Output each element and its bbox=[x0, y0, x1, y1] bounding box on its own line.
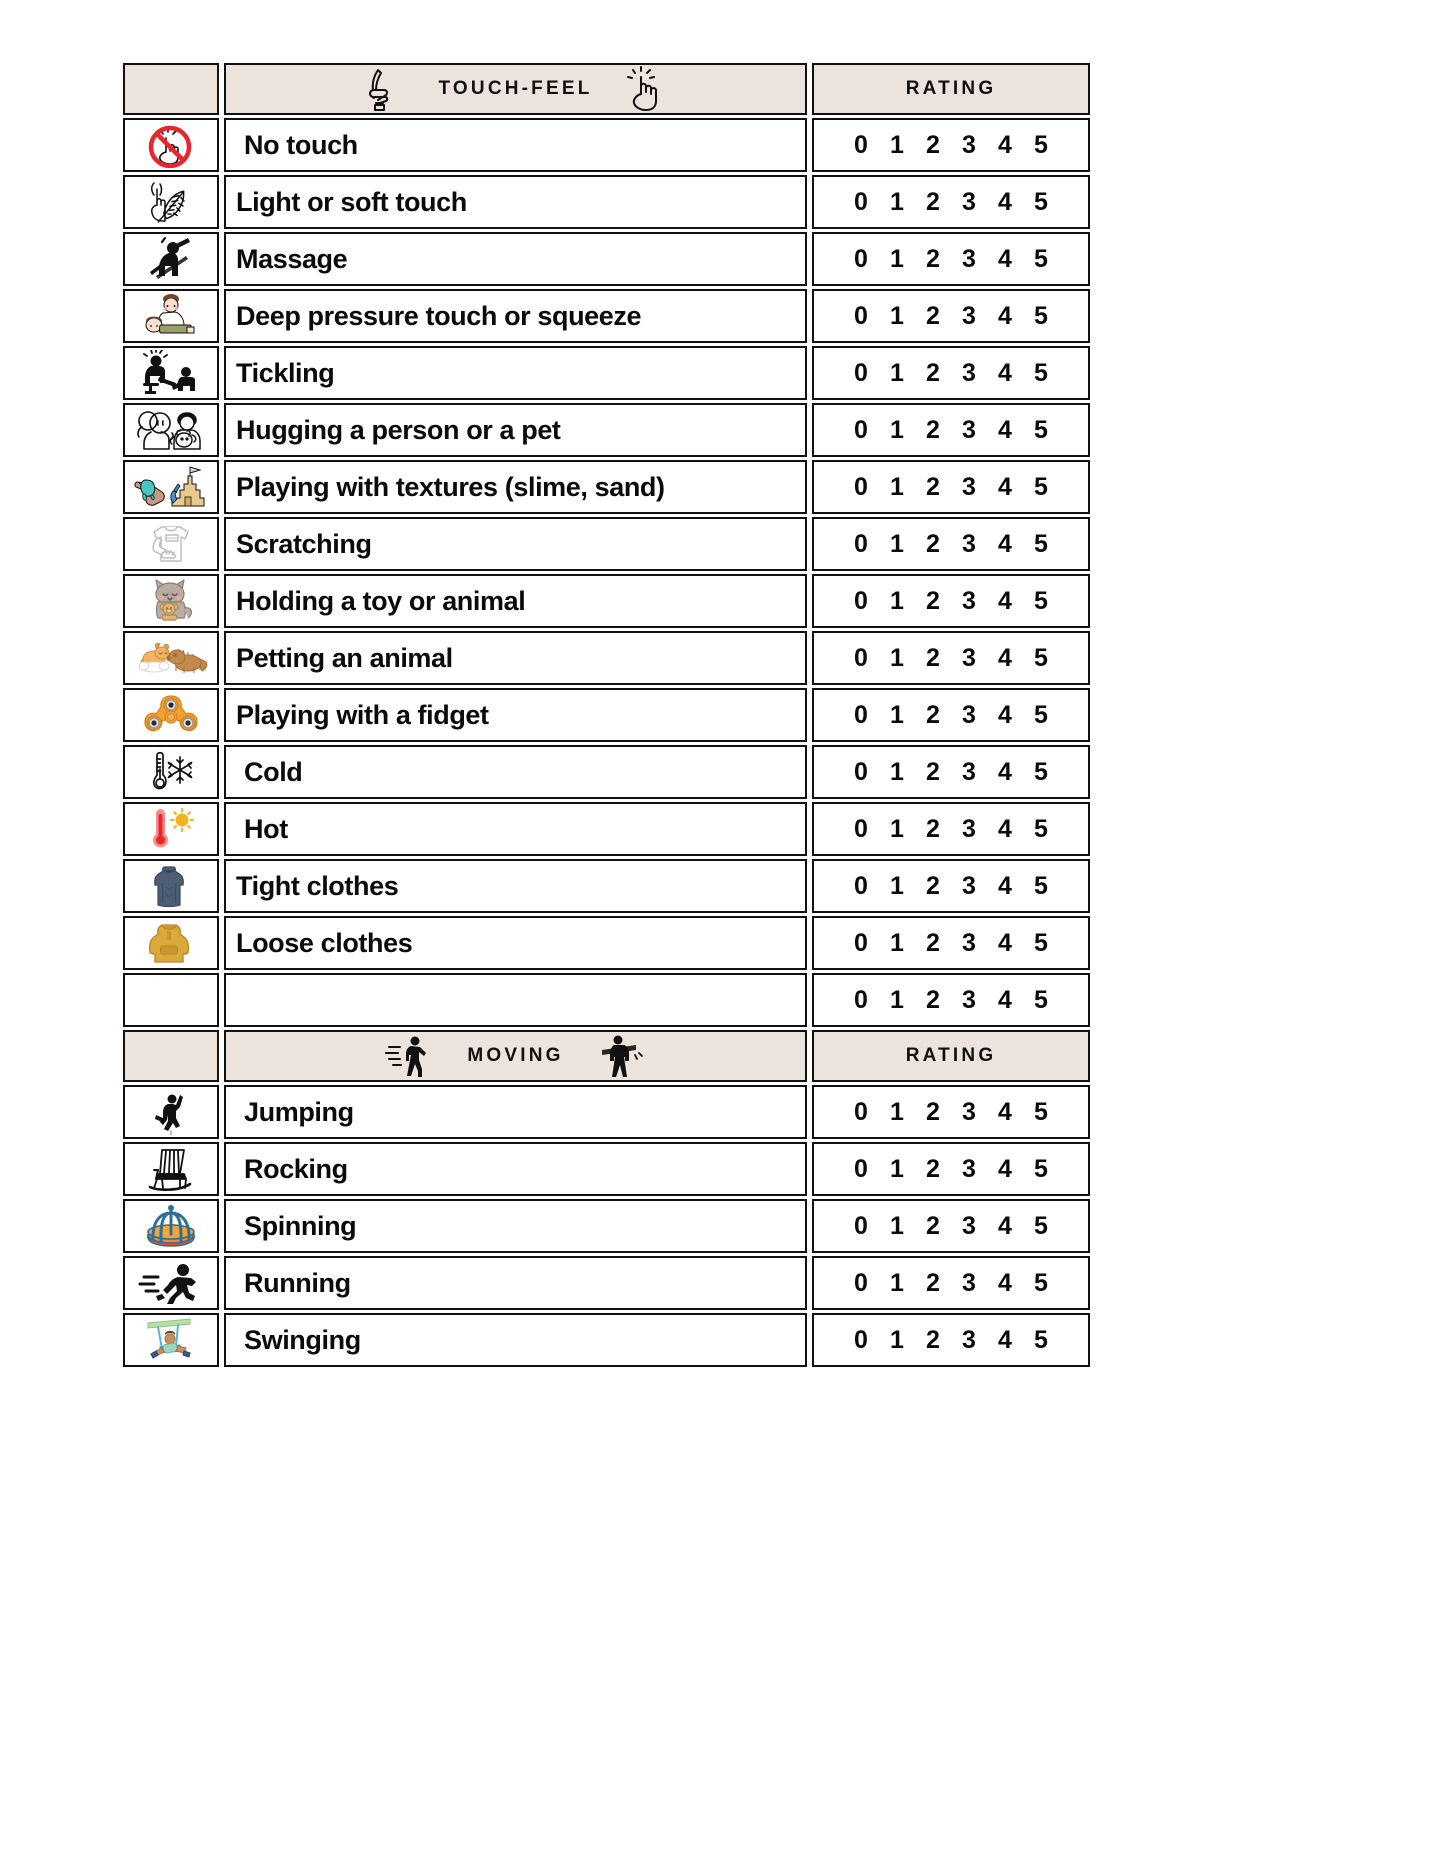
rating-option-0[interactable]: 0 bbox=[854, 1211, 868, 1240]
row-icon-cell bbox=[123, 859, 219, 913]
row-label-cell bbox=[224, 574, 807, 628]
rating-option-3[interactable]: 3 bbox=[962, 928, 976, 957]
rating-option-2[interactable]: 2 bbox=[926, 700, 940, 729]
rating-option-5[interactable]: 5 bbox=[1034, 700, 1048, 729]
row-label-cell bbox=[224, 232, 807, 286]
rating-scale[interactable] bbox=[843, 473, 1059, 502]
rating-scale[interactable] bbox=[843, 131, 1059, 160]
rating-option-4[interactable]: 4 bbox=[998, 871, 1012, 900]
rating-scale[interactable] bbox=[843, 815, 1059, 844]
rating-option-3[interactable]: 3 bbox=[962, 187, 976, 216]
row-label: Rocking bbox=[244, 1153, 348, 1184]
row-label: Loose clothes bbox=[236, 927, 413, 958]
rating-cell[interactable] bbox=[812, 745, 1090, 799]
rating-option-1[interactable]: 1 bbox=[890, 643, 904, 672]
row-icon-cell bbox=[123, 346, 219, 400]
rating-option-3[interactable]: 3 bbox=[962, 757, 976, 786]
row-label: Cold bbox=[244, 756, 303, 787]
rating-option-1[interactable]: 1 bbox=[890, 1268, 904, 1297]
row-label: Massage bbox=[236, 243, 348, 274]
rating-option-3[interactable]: 3 bbox=[962, 985, 976, 1014]
rating-option-0[interactable]: 0 bbox=[854, 700, 868, 729]
section-title-cell bbox=[224, 63, 807, 115]
rating-option-4[interactable]: 4 bbox=[998, 985, 1012, 1014]
rating-scale[interactable] bbox=[843, 701, 1059, 730]
table-row[interactable] bbox=[123, 631, 1090, 685]
rating-option-2[interactable]: 2 bbox=[926, 130, 940, 159]
rating-option-4[interactable]: 4 bbox=[998, 643, 1012, 672]
rating-option-2[interactable]: 2 bbox=[926, 757, 940, 786]
massage-icon bbox=[132, 236, 210, 282]
row-label-cell bbox=[224, 688, 807, 742]
rating-option-3[interactable]: 3 bbox=[962, 871, 976, 900]
rating-cell[interactable] bbox=[812, 973, 1090, 1027]
rating-option-1[interactable]: 1 bbox=[890, 301, 904, 330]
rating-option-0[interactable]: 0 bbox=[854, 244, 868, 273]
rating-option-0[interactable]: 0 bbox=[854, 643, 868, 672]
section-title-cell bbox=[224, 1030, 807, 1082]
rating-header-cell bbox=[812, 63, 1090, 115]
rating-option-1[interactable]: 1 bbox=[890, 358, 904, 387]
row-label-cell bbox=[224, 118, 807, 172]
rating-scale[interactable] bbox=[843, 1212, 1059, 1241]
rating-option-1[interactable]: 1 bbox=[890, 586, 904, 615]
row-label: Hugging a person or a pet bbox=[236, 414, 561, 445]
rating-cell[interactable] bbox=[812, 403, 1090, 457]
rating-option-5[interactable]: 5 bbox=[1034, 586, 1048, 615]
row-label-cell bbox=[224, 1313, 807, 1367]
rating-option-4[interactable]: 4 bbox=[998, 1097, 1012, 1126]
rating-option-2[interactable]: 2 bbox=[926, 1325, 940, 1354]
rating-cell[interactable] bbox=[812, 1199, 1090, 1253]
rating-scale[interactable] bbox=[843, 302, 1059, 331]
rating-option-2[interactable]: 2 bbox=[926, 1097, 940, 1126]
rating-option-2[interactable]: 2 bbox=[926, 472, 940, 501]
rating-cell[interactable] bbox=[812, 916, 1090, 970]
rating-option-5[interactable]: 5 bbox=[1034, 130, 1048, 159]
rating-cell[interactable] bbox=[812, 118, 1090, 172]
table-row[interactable] bbox=[123, 460, 1090, 514]
rating-option-2[interactable]: 2 bbox=[926, 586, 940, 615]
rating-scale[interactable] bbox=[843, 872, 1059, 901]
row-label-cell bbox=[224, 460, 807, 514]
rating-option-1[interactable]: 1 bbox=[890, 187, 904, 216]
thermometer-sun-icon bbox=[132, 806, 210, 852]
rating-option-0[interactable]: 0 bbox=[854, 586, 868, 615]
row-icon-cell bbox=[123, 1313, 219, 1367]
rating-option-2[interactable]: 2 bbox=[926, 643, 940, 672]
row-label-cell bbox=[224, 802, 807, 856]
rating-scale[interactable] bbox=[843, 644, 1059, 673]
rating-cell[interactable] bbox=[812, 574, 1090, 628]
rating-option-1[interactable]: 1 bbox=[890, 1097, 904, 1126]
row-icon-cell bbox=[123, 916, 219, 970]
row-icon-cell bbox=[123, 574, 219, 628]
jumping-person-icon bbox=[132, 1089, 210, 1135]
row-label-cell bbox=[224, 346, 807, 400]
rating-option-1[interactable]: 1 bbox=[890, 985, 904, 1014]
rating-option-1[interactable]: 1 bbox=[890, 1325, 904, 1354]
rating-option-2[interactable]: 2 bbox=[926, 928, 940, 957]
rating-option-1[interactable]: 1 bbox=[890, 1211, 904, 1240]
rating-scale[interactable] bbox=[843, 758, 1059, 787]
table-row[interactable] bbox=[123, 574, 1090, 628]
rating-option-5[interactable]: 5 bbox=[1034, 1211, 1048, 1240]
rating-option-3[interactable]: 3 bbox=[962, 1211, 976, 1240]
rating-option-5[interactable]: 5 bbox=[1034, 1268, 1048, 1297]
table-row[interactable] bbox=[123, 916, 1090, 970]
fidget-spinner-icon bbox=[132, 692, 210, 738]
rating-scale[interactable] bbox=[843, 530, 1059, 559]
rating-option-4[interactable]: 4 bbox=[998, 187, 1012, 216]
rating-option-3[interactable]: 3 bbox=[962, 1268, 976, 1297]
row-icon-cell bbox=[123, 802, 219, 856]
table-row[interactable] bbox=[123, 175, 1090, 229]
rating-option-5[interactable]: 5 bbox=[1034, 985, 1048, 1014]
rating-option-0[interactable]: 0 bbox=[854, 985, 868, 1014]
row-icon-cell bbox=[123, 1256, 219, 1310]
rating-option-5[interactable]: 5 bbox=[1034, 529, 1048, 558]
table-row[interactable] bbox=[123, 517, 1090, 571]
row-label: Petting an animal bbox=[236, 642, 453, 673]
row-label: Tickling bbox=[236, 357, 335, 388]
table-row[interactable] bbox=[123, 859, 1090, 913]
rating-header-cell bbox=[812, 1030, 1090, 1082]
deep-pressure-icon bbox=[132, 293, 210, 339]
rating-option-1[interactable]: 1 bbox=[890, 928, 904, 957]
rating-option-2[interactable]: 2 bbox=[926, 358, 940, 387]
table-row-blank[interactable] bbox=[123, 973, 1090, 1027]
row-label: Deep pressure touch or squeeze bbox=[236, 300, 642, 331]
row-label: Light or soft touch bbox=[236, 186, 467, 217]
table-row[interactable] bbox=[123, 289, 1090, 343]
rating-option-5[interactable]: 5 bbox=[1034, 1097, 1048, 1126]
row-label-cell bbox=[224, 1142, 807, 1196]
table-row[interactable] bbox=[123, 232, 1090, 286]
rating-option-3[interactable]: 3 bbox=[962, 244, 976, 273]
rating-cell[interactable] bbox=[812, 232, 1090, 286]
row-icon-cell bbox=[123, 232, 219, 286]
table-row[interactable] bbox=[123, 118, 1090, 172]
stretching-person-icon bbox=[590, 1033, 650, 1079]
row-icon-cell bbox=[123, 403, 219, 457]
rating-cell[interactable] bbox=[812, 631, 1090, 685]
rating-option-3[interactable]: 3 bbox=[962, 1325, 976, 1354]
rating-cell[interactable] bbox=[812, 1256, 1090, 1310]
rating-option-3[interactable]: 3 bbox=[962, 415, 976, 444]
rating-option-3[interactable]: 3 bbox=[962, 814, 976, 843]
rating-option-0[interactable]: 0 bbox=[854, 814, 868, 843]
row-label-cell bbox=[224, 403, 807, 457]
row-label: Running bbox=[244, 1267, 351, 1298]
row-label-cell bbox=[224, 1199, 807, 1253]
rating-option-4[interactable]: 4 bbox=[998, 700, 1012, 729]
row-label: Scratching bbox=[236, 528, 372, 559]
rating-option-4[interactable]: 4 bbox=[998, 529, 1012, 558]
rating-option-1[interactable]: 1 bbox=[890, 871, 904, 900]
rating-option-4[interactable]: 4 bbox=[998, 244, 1012, 273]
row-label: Holding a toy or animal bbox=[236, 585, 526, 616]
carousel-icon bbox=[132, 1203, 210, 1249]
section-header-spacer bbox=[123, 63, 219, 115]
rating-option-5[interactable]: 5 bbox=[1034, 301, 1048, 330]
section-header-touch-feel bbox=[123, 63, 1090, 115]
rating-option-0[interactable]: 0 bbox=[854, 1097, 868, 1126]
rating-option-0[interactable]: 0 bbox=[854, 871, 868, 900]
rating-option-3[interactable]: 3 bbox=[962, 301, 976, 330]
rating-option-5[interactable]: 5 bbox=[1034, 928, 1048, 957]
section-title-label: TOUCH-FEEL bbox=[438, 78, 593, 99]
tight-shirt-icon bbox=[132, 863, 210, 909]
rating-option-2[interactable]: 2 bbox=[926, 1268, 940, 1297]
rating-option-3[interactable]: 3 bbox=[962, 358, 976, 387]
sensory-preferences-table bbox=[123, 63, 1090, 1370]
row-icon-cell bbox=[123, 460, 219, 514]
rating-option-3[interactable]: 3 bbox=[962, 130, 976, 159]
row-icon-cell bbox=[123, 517, 219, 571]
rating-option-0[interactable]: 0 bbox=[854, 1154, 868, 1183]
rating-option-5[interactable]: 5 bbox=[1034, 814, 1048, 843]
rating-option-1[interactable]: 1 bbox=[890, 1154, 904, 1183]
rating-scale[interactable] bbox=[843, 929, 1059, 958]
row-label-cell bbox=[224, 1085, 807, 1139]
thermometer-snowflake-icon bbox=[132, 749, 210, 795]
row-icon-cell bbox=[123, 688, 219, 742]
rating-option-5[interactable]: 5 bbox=[1034, 187, 1048, 216]
rating-option-1[interactable]: 1 bbox=[890, 700, 904, 729]
rating-option-5[interactable]: 5 bbox=[1034, 757, 1048, 786]
cat-holding-teddy-icon bbox=[132, 578, 210, 624]
rating-header-label: RATING bbox=[905, 78, 997, 99]
rating-header-label: RATING bbox=[905, 1045, 997, 1066]
row-label-cell-blank[interactable] bbox=[224, 973, 807, 1027]
row-label: Spinning bbox=[244, 1210, 357, 1241]
rating-option-0[interactable]: 0 bbox=[854, 529, 868, 558]
table-row[interactable] bbox=[123, 346, 1090, 400]
rating-option-3[interactable]: 3 bbox=[962, 472, 976, 501]
table-row[interactable] bbox=[123, 802, 1090, 856]
tapping-hand-icon bbox=[619, 66, 679, 112]
rating-option-1[interactable]: 1 bbox=[890, 244, 904, 273]
row-icon-cell-blank bbox=[123, 973, 219, 1027]
table-row[interactable] bbox=[123, 1142, 1090, 1196]
rating-option-3[interactable]: 3 bbox=[962, 586, 976, 615]
row-label: Playing with a fidget bbox=[236, 699, 489, 730]
hand-pointing-down-icon bbox=[352, 66, 412, 112]
rating-option-5[interactable]: 5 bbox=[1034, 643, 1048, 672]
rating-option-4[interactable]: 4 bbox=[998, 928, 1012, 957]
rating-option-2[interactable]: 2 bbox=[926, 871, 940, 900]
table-row[interactable] bbox=[123, 1256, 1090, 1310]
rating-scale[interactable] bbox=[843, 986, 1059, 1015]
rocking-chair-icon bbox=[132, 1146, 210, 1192]
row-icon-cell bbox=[123, 118, 219, 172]
rating-cell[interactable] bbox=[812, 517, 1090, 571]
slime-sandcastle-icon bbox=[132, 464, 210, 510]
table-row[interactable] bbox=[123, 1199, 1090, 1253]
rating-option-0[interactable]: 0 bbox=[854, 1325, 868, 1354]
rating-option-4[interactable]: 4 bbox=[998, 1268, 1012, 1297]
row-label-cell bbox=[224, 859, 807, 913]
row-label-cell bbox=[224, 916, 807, 970]
rating-option-4[interactable]: 4 bbox=[998, 472, 1012, 501]
rating-scale[interactable] bbox=[843, 1326, 1059, 1355]
row-label: Hot bbox=[244, 813, 288, 844]
rating-option-5[interactable]: 5 bbox=[1034, 415, 1048, 444]
rating-option-4[interactable]: 4 bbox=[998, 1154, 1012, 1183]
scratching-icon bbox=[132, 521, 210, 567]
row-label: No touch bbox=[244, 129, 358, 160]
row-label: Playing with textures (slime, sand) bbox=[236, 471, 665, 502]
rating-option-2[interactable]: 2 bbox=[926, 187, 940, 216]
rating-option-3[interactable]: 3 bbox=[962, 700, 976, 729]
rating-option-3[interactable]: 3 bbox=[962, 643, 976, 672]
rating-option-0[interactable]: 0 bbox=[854, 187, 868, 216]
rating-option-2[interactable]: 2 bbox=[926, 1211, 940, 1240]
tickling-icon bbox=[132, 350, 210, 396]
walking-person-icon bbox=[381, 1033, 441, 1079]
rating-option-2[interactable]: 2 bbox=[926, 529, 940, 558]
rating-scale[interactable] bbox=[843, 416, 1059, 445]
rating-option-4[interactable]: 4 bbox=[998, 358, 1012, 387]
rating-option-1[interactable]: 1 bbox=[890, 472, 904, 501]
rating-cell[interactable] bbox=[812, 802, 1090, 856]
row-icon-cell bbox=[123, 631, 219, 685]
rating-scale[interactable] bbox=[843, 245, 1059, 274]
rating-option-0[interactable]: 0 bbox=[854, 928, 868, 957]
rating-option-2[interactable]: 2 bbox=[926, 985, 940, 1014]
rating-option-5[interactable]: 5 bbox=[1034, 244, 1048, 273]
row-label-cell bbox=[224, 289, 807, 343]
rating-option-1[interactable]: 1 bbox=[890, 529, 904, 558]
rating-option-4[interactable]: 4 bbox=[998, 1325, 1012, 1354]
rating-cell[interactable] bbox=[812, 859, 1090, 913]
rating-option-4[interactable]: 4 bbox=[998, 757, 1012, 786]
rating-cell[interactable] bbox=[812, 1313, 1090, 1367]
rating-option-5[interactable]: 5 bbox=[1034, 1154, 1048, 1183]
rating-option-5[interactable]: 5 bbox=[1034, 472, 1048, 501]
row-icon-cell bbox=[123, 175, 219, 229]
row-icon-cell bbox=[123, 745, 219, 799]
rating-option-2[interactable]: 2 bbox=[926, 814, 940, 843]
light-touch-feather-icon bbox=[132, 179, 210, 225]
rating-option-3[interactable]: 3 bbox=[962, 1097, 976, 1126]
rating-option-0[interactable]: 0 bbox=[854, 130, 868, 159]
rating-option-2[interactable]: 2 bbox=[926, 415, 940, 444]
row-label: Tight clothes bbox=[236, 870, 399, 901]
rating-cell[interactable] bbox=[812, 1142, 1090, 1196]
rating-option-3[interactable]: 3 bbox=[962, 529, 976, 558]
row-label-cell bbox=[224, 175, 807, 229]
rating-scale[interactable] bbox=[843, 1155, 1059, 1184]
rating-cell[interactable] bbox=[812, 460, 1090, 514]
rating-option-0[interactable]: 0 bbox=[854, 1268, 868, 1297]
section-title-label: MOVING bbox=[467, 1045, 564, 1066]
rating-cell[interactable] bbox=[812, 688, 1090, 742]
section-header-moving bbox=[123, 1030, 1090, 1082]
loose-hoodie-icon bbox=[132, 920, 210, 966]
rating-option-4[interactable]: 4 bbox=[998, 415, 1012, 444]
rating-option-0[interactable]: 0 bbox=[854, 415, 868, 444]
rating-option-0[interactable]: 0 bbox=[854, 472, 868, 501]
rating-scale[interactable] bbox=[843, 359, 1059, 388]
rating-scale[interactable] bbox=[843, 1098, 1059, 1127]
table-row[interactable] bbox=[123, 403, 1090, 457]
table-row[interactable] bbox=[123, 1085, 1090, 1139]
table-row[interactable] bbox=[123, 688, 1090, 742]
rating-option-0[interactable]: 0 bbox=[854, 301, 868, 330]
row-label-cell bbox=[224, 631, 807, 685]
rating-option-4[interactable]: 4 bbox=[998, 814, 1012, 843]
rating-scale[interactable] bbox=[843, 188, 1059, 217]
rating-option-5[interactable]: 5 bbox=[1034, 871, 1048, 900]
rating-option-1[interactable]: 1 bbox=[890, 130, 904, 159]
rating-scale[interactable] bbox=[843, 1269, 1059, 1298]
rating-option-1[interactable]: 1 bbox=[890, 415, 904, 444]
row-icon-cell bbox=[123, 1199, 219, 1253]
row-label: Swinging bbox=[244, 1324, 361, 1355]
rating-option-0[interactable]: 0 bbox=[854, 358, 868, 387]
table-row[interactable] bbox=[123, 745, 1090, 799]
rating-scale[interactable] bbox=[843, 587, 1059, 616]
row-icon-cell bbox=[123, 1142, 219, 1196]
rating-option-4[interactable]: 4 bbox=[998, 130, 1012, 159]
rating-cell[interactable] bbox=[812, 289, 1090, 343]
rating-option-3[interactable]: 3 bbox=[962, 1154, 976, 1183]
row-label-cell bbox=[224, 517, 807, 571]
rating-option-5[interactable]: 5 bbox=[1034, 358, 1048, 387]
rating-option-1[interactable]: 1 bbox=[890, 757, 904, 786]
table-row[interactable] bbox=[123, 1313, 1090, 1367]
rating-cell[interactable] bbox=[812, 346, 1090, 400]
rating-option-4[interactable]: 4 bbox=[998, 586, 1012, 615]
rating-option-0[interactable]: 0 bbox=[854, 757, 868, 786]
no-touch-prohibited-icon bbox=[132, 122, 210, 168]
row-label: Jumping bbox=[244, 1096, 354, 1127]
rating-option-2[interactable]: 2 bbox=[926, 1154, 940, 1183]
row-label-cell bbox=[224, 745, 807, 799]
rating-option-5[interactable]: 5 bbox=[1034, 1325, 1048, 1354]
row-icon-cell bbox=[123, 1085, 219, 1139]
rating-option-2[interactable]: 2 bbox=[926, 244, 940, 273]
rating-option-1[interactable]: 1 bbox=[890, 814, 904, 843]
section-header-spacer bbox=[123, 1030, 219, 1082]
rating-option-4[interactable]: 4 bbox=[998, 301, 1012, 330]
rating-cell[interactable] bbox=[812, 175, 1090, 229]
rating-option-2[interactable]: 2 bbox=[926, 301, 940, 330]
rating-cell[interactable] bbox=[812, 1085, 1090, 1139]
running-person-icon bbox=[132, 1260, 210, 1306]
row-label-cell bbox=[224, 1256, 807, 1310]
rating-option-4[interactable]: 4 bbox=[998, 1211, 1012, 1240]
row-icon-cell bbox=[123, 289, 219, 343]
dog-lizard-icon bbox=[132, 635, 210, 681]
hugging-icon bbox=[132, 407, 210, 453]
swing-icon bbox=[132, 1317, 210, 1363]
